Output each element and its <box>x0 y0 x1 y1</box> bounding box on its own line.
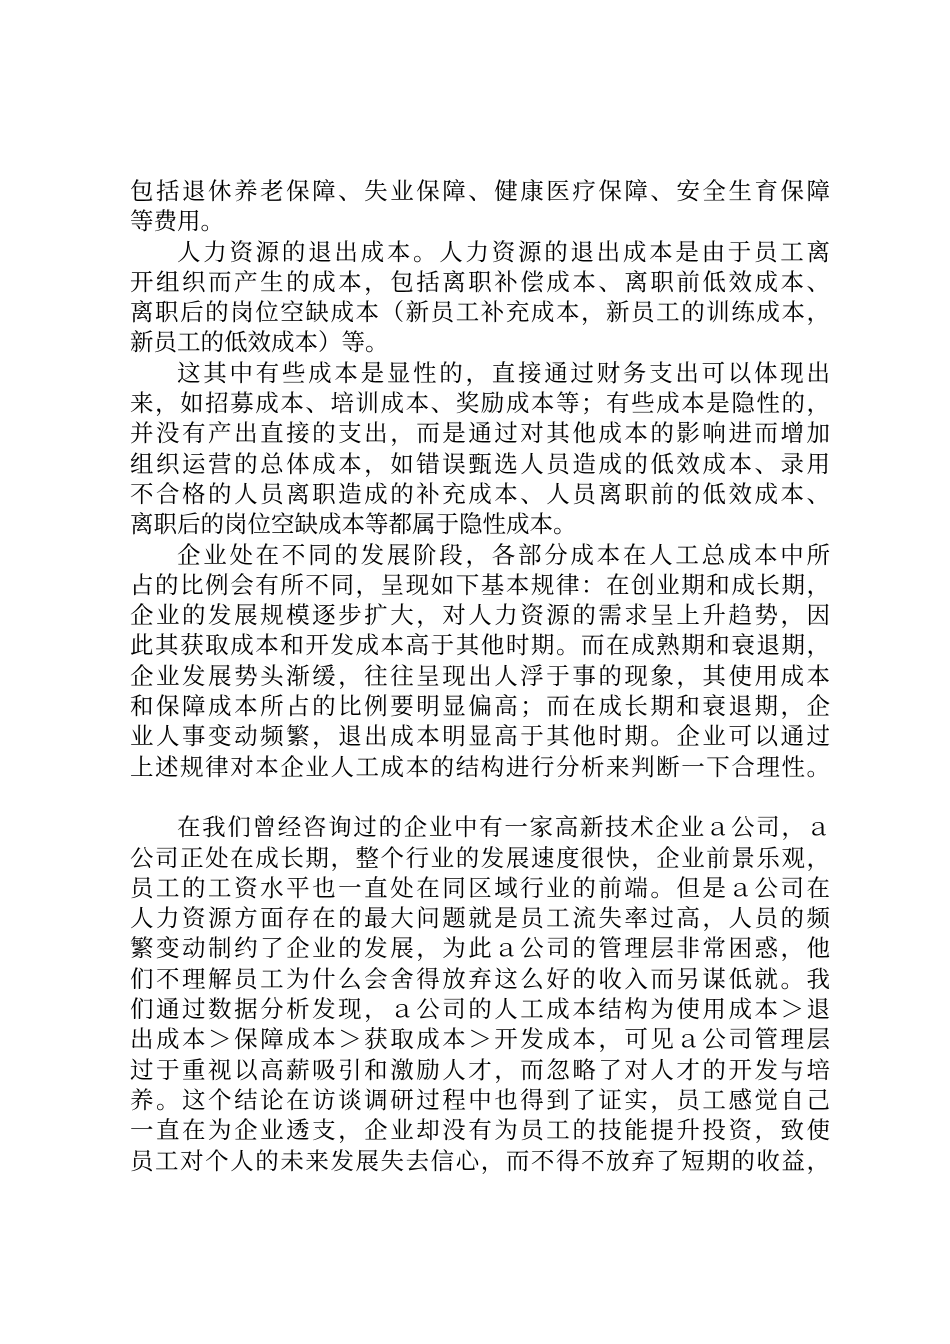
text-line: 这其中有些成本是显性的，直接通过财务支出可以体现出 <box>177 358 830 387</box>
text-line: 开组织而产生的成本，包括离职补偿成本、离职前低效成本、 <box>130 267 830 296</box>
text-line: 们不理解员工为什么会舍得放弃这么好的收入而另谋低就。我 <box>130 964 830 993</box>
text-line: 上述规律对本企业人工成本的结构进行分析来判断一下合理性。 <box>130 752 830 781</box>
text-line: 企业发展势头渐缓，往往呈现出人浮于事的现象，其使用成本 <box>130 661 830 690</box>
text-line: 占的比例会有所不同，呈现如下基本规律：在创业期和成长期， <box>130 570 830 599</box>
text-line: 一直在为企业透支，企业却没有为员工的技能提升投资，致使 <box>130 1116 830 1145</box>
paragraph-spacer <box>130 782 830 812</box>
text-line: 在我们曾经咨询过的企业中有一家高新技术企业ａ公司，ａ <box>177 813 830 842</box>
text-line: 来，如招募成本、培训成本、奖励成本等；有些成本是隐性的， <box>130 389 830 418</box>
text-line: 离职后的岗位空缺成本（新员工补充成本，新员工的训练成本， <box>130 298 830 327</box>
text-line: 业人事变动频繁，退出成本明显高于其他时期。企业可以通过 <box>130 722 830 751</box>
text-line: 过于重视以高薪吸引和激励人才，而忽略了对人才的开发与培 <box>130 1055 830 1084</box>
text-line: 和保障成本所占的比例要明显偏高；而在成长期和衰退期，企 <box>130 692 830 721</box>
document-page <box>130 176 830 1176</box>
text-line: 企业处在不同的发展阶段，各部分成本在人工总成本中所 <box>177 540 830 569</box>
text-line: 企业的发展规模逐步扩大，对人力资源的需求呈上升趋势，因 <box>130 601 830 630</box>
text-line: 养。这个结论在访谈调研过程中也得到了证实，员工感觉自己 <box>130 1085 830 1114</box>
text-line: 新员工的低效成本）等。 <box>130 328 389 357</box>
text-line: 等费用。 <box>130 207 224 236</box>
text-line: 员工对个人的未来发展失去信心，而不得不放弃了短期的收益， <box>130 1146 830 1175</box>
text-line: 包括退休养老保障、失业保障、健康医疗保障、安全生育保障 <box>130 177 830 205</box>
text-line: 人力资源的退出成本。人力资源的退出成本是由于员工离 <box>177 237 830 266</box>
text-line: 人力资源方面存在的最大问题就是员工流失率过高，人员的频 <box>130 904 830 933</box>
text-line: 出成本＞保障成本＞获取成本＞开发成本，可见ａ公司管理层 <box>130 1025 830 1054</box>
text-line: 们通过数据分析发现，ａ公司的人工成本结构为使用成本＞退 <box>130 995 830 1024</box>
text-line: 并没有产出直接的支出，而是通过对其他成本的影响进而增加 <box>130 419 830 448</box>
text-line: 此其获取成本和开发成本高于其他时期。而在成熟期和衰退期， <box>130 631 830 660</box>
text-line: 繁变动制约了企业的发展，为此ａ公司的管理层非常困惑，他 <box>130 934 830 963</box>
text-line: 员工的工资水平也一直处在同区域行业的前端。但是ａ公司在 <box>130 873 830 902</box>
text-line: 公司正处在成长期，整个行业的发展速度很快，企业前景乐观， <box>130 843 830 872</box>
text-line: 离职后的岗位空缺成本等都属于隐性成本。 <box>130 510 577 539</box>
text-line: 组织运营的总体成本，如错误甄选人员造成的低效成本、录用 <box>130 449 830 478</box>
text-line: 不合格的人员离职造成的补充成本、人员离职前的低效成本、 <box>130 479 830 508</box>
